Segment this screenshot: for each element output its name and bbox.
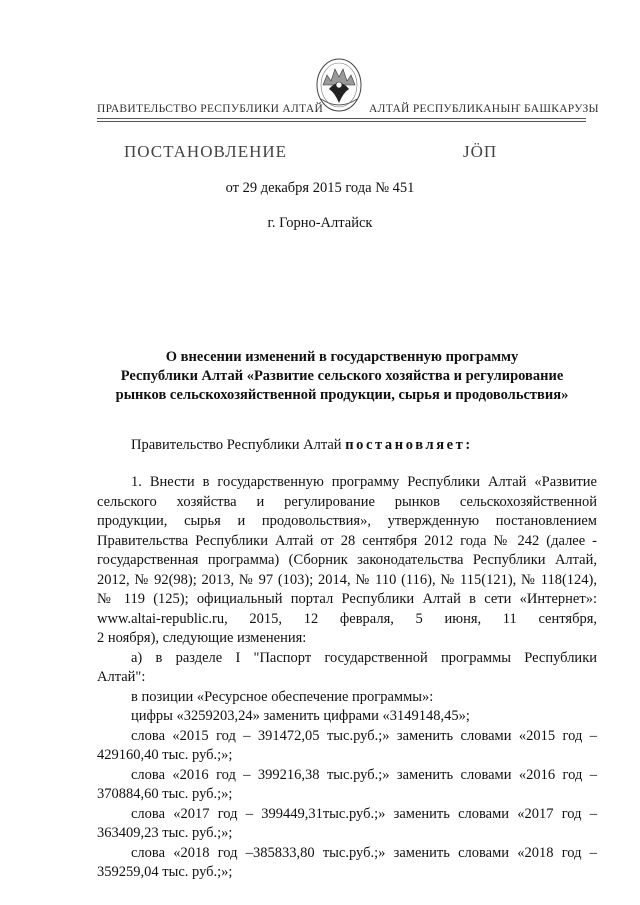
body-line: 1. Внести в государственную программу Республики Алтай «Развитие: [131, 474, 597, 490]
resolving-clause-verb: постановляет:: [345, 437, 473, 453]
body-line: Правительства Республики Алтай от 28 сентября 2012 года № 242 (далее -: [97, 532, 597, 549]
body-line: цифры «3259203,24» заменить цифрами «3149148,45»;: [131, 708, 470, 724]
document-city: г. Горно-Алтайск: [267, 215, 373, 231]
body-line: слова «2016 год – 399216,38 тыс.руб.;» заменить словами «2016 год –: [131, 766, 597, 783]
document-title-line: рынков сельскохозяйственной продукции, сырья и продовольствия»: [115, 387, 569, 403]
organization-name-altai: АЛТАЙ РЕСПУБЛИКАНЫҤ БАШКАРУЗЫ: [369, 103, 599, 115]
body-line: 370884,60 тыс. руб.;»;: [97, 786, 233, 802]
body-line: www.altai-republic.ru, 2015, 12 февраля, 5 июня, 11 сентября,: [97, 610, 597, 627]
body-line: 2 ноября), следующие изменения:: [97, 630, 307, 646]
document-title: [97, 348, 587, 405]
resolving-clause: [131, 437, 473, 454]
body-line: слова «2015 год – 391472,05 тыс.руб.;» заменить словами «2015 год –: [131, 727, 597, 744]
letterhead-divider-secondary: [97, 121, 586, 122]
document-date-number: от 29 декабря 2015 года № 451: [225, 180, 415, 196]
body-line: слова «2017 год – 399449,31тыс.руб.;» заменить словами «2017 год –: [131, 805, 597, 822]
document-title-line: О внесении изменений в государственную программу: [165, 349, 519, 365]
document-title-line: Республики Алтай «Развитие сельского хозяйства и регулирование: [120, 368, 564, 384]
body-line: слова «2018 год –385833,80 тыс.руб.;» заменить словами «2018 год –: [131, 844, 597, 861]
body-line: 429160,40 тыс. руб.;»;: [97, 747, 233, 763]
body-line: № 119 (125); официальный портал Республики Алтай в сети «Интернет»:: [97, 591, 597, 607]
organization-name-russian: ПРАВИТЕЛЬСТВО РЕСПУБЛИКИ АЛТАЙ: [97, 103, 324, 115]
letterhead-divider: [97, 118, 586, 119]
body-line: сельского хозяйства и регулирование рынков сельскохозяйственной: [97, 493, 597, 510]
body-line: Алтай":: [97, 669, 146, 685]
document-body: [97, 473, 597, 883]
document-type-altai: JӦП: [463, 142, 498, 161]
body-line: 359259,04 тыс. руб.;»;: [97, 864, 233, 880]
body-line: продукции, сырья и продовольствия», утвержденную постановлением: [97, 513, 597, 529]
resolving-clause-subject: Правительство Республики Алтай: [131, 437, 346, 453]
body-line: 2012, № 92(98); 2013, № 97 (103); 2014, № 110 (116), № 115(121), № 118(124),: [97, 571, 597, 588]
document-type-russian: ПОСТАНОВЛЕНИЕ: [124, 142, 288, 161]
body-line: государственная программа) (Сборник законодательства Республики Алтай,: [97, 552, 597, 568]
body-line: в позиции «Ресурсное обеспечение программы»:: [131, 688, 434, 705]
body-line: а) в разделе I "Паспорт государственной программы Республики: [131, 649, 597, 666]
body-line: 363409,23 тыс. руб.;»;: [97, 825, 233, 841]
